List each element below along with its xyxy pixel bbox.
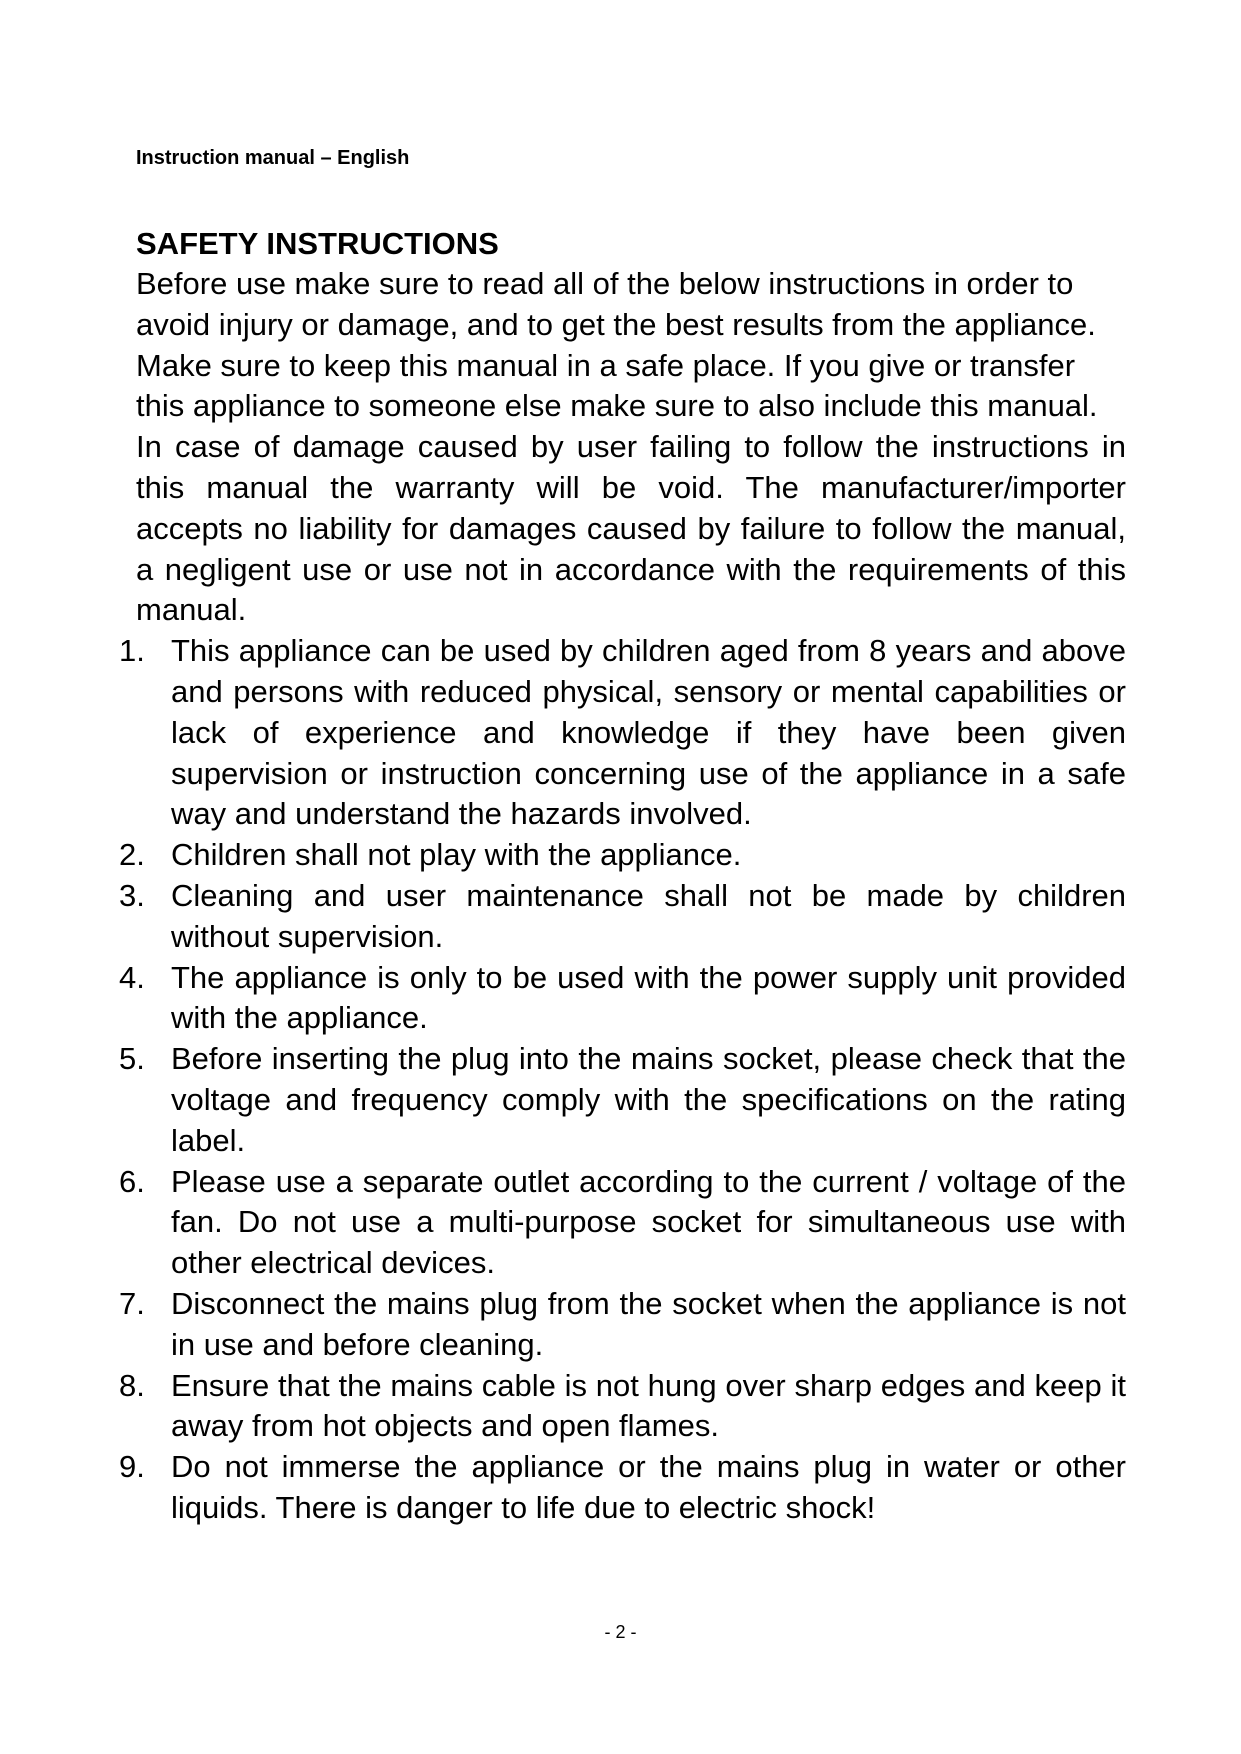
list-item-number: 8. xyxy=(119,1367,145,1403)
list-item-number: 2. xyxy=(119,837,145,873)
list-item xyxy=(119,958,1126,1040)
list-item-number: 4. xyxy=(119,959,145,995)
page-number: - 2 - xyxy=(604,1622,637,1642)
list-item xyxy=(119,876,1126,958)
page-content xyxy=(119,224,1126,1529)
list-item xyxy=(119,835,1126,876)
safety-list xyxy=(119,631,1126,1529)
list-item-number: 7. xyxy=(119,1285,145,1321)
list-item-text: Disconnect the mains plug from the socket when the appliance is not in use and before cleaning. xyxy=(171,1285,1126,1362)
list-item-text: Ensure that the mains cable is not hung over sharp edges and keep it away from hot objects and open flames. xyxy=(171,1367,1126,1444)
list-item xyxy=(119,1447,1126,1529)
running-header: Instruction manual – English xyxy=(136,147,410,169)
list-item-text: Cleaning and user maintenance shall not be made by children without supervision. xyxy=(171,877,1126,954)
list-item-text: Do not immerse the appliance or the mains plug in water or other liquids. There is danger to life due to electric shock! xyxy=(171,1449,1126,1525)
list-item-text: Please use a separate outlet according to the current / voltage of the fan. Do not use a multi-purpose socket for simultaneous use with other electrical devices. xyxy=(171,1163,1126,1281)
list-item-text: The appliance is only to be used with the power supply unit provided with the appliance. xyxy=(171,959,1126,1036)
list-item xyxy=(119,631,1126,835)
list-item xyxy=(119,1162,1126,1284)
section-title: SAFETY INSTRUCTIONS xyxy=(136,226,499,261)
list-item-number: 1. xyxy=(119,633,145,669)
list-item-number: 6. xyxy=(119,1163,145,1199)
list-item xyxy=(119,1284,1126,1366)
list-item-number: 9. xyxy=(119,1449,145,1485)
list-item-text: Before inserting the plug into the mains socket, please check that the voltage and frequency comply with the specifications on the rating label. xyxy=(171,1041,1126,1158)
intro-paragraph: Before use make sure to read all of the below instructions in order to avoid injury or damage, and to get the best results from the appliance. Make sure to keep this manual in a safe place. If you give or transfer this appliance to someone else make sure to also include this manual. xyxy=(136,266,1098,424)
list-item xyxy=(119,1366,1126,1448)
list-item-number: 5. xyxy=(119,1041,145,1077)
list-item-text: This appliance can be used by children aged from 8 years and above and persons with reduced physical, sensory or mental capabilities or lack of experience and knowledge if they have been given supervision or instruction concerning use of the appliance in a safe way and understand the hazards involved. xyxy=(171,633,1126,832)
list-item-text: Children shall not play with the appliance. xyxy=(171,837,742,873)
warranty-paragraph: In case of damage caused by user failing to follow the instructions in this manual the warranty will be void. The manufacturer/importer accepts no liability for damages caused by failure to follow the manual, a negligent use or use not in accordance with the requirements of this manual. xyxy=(136,429,1126,628)
list-item-number: 3. xyxy=(119,877,145,913)
list-item xyxy=(119,1039,1126,1161)
